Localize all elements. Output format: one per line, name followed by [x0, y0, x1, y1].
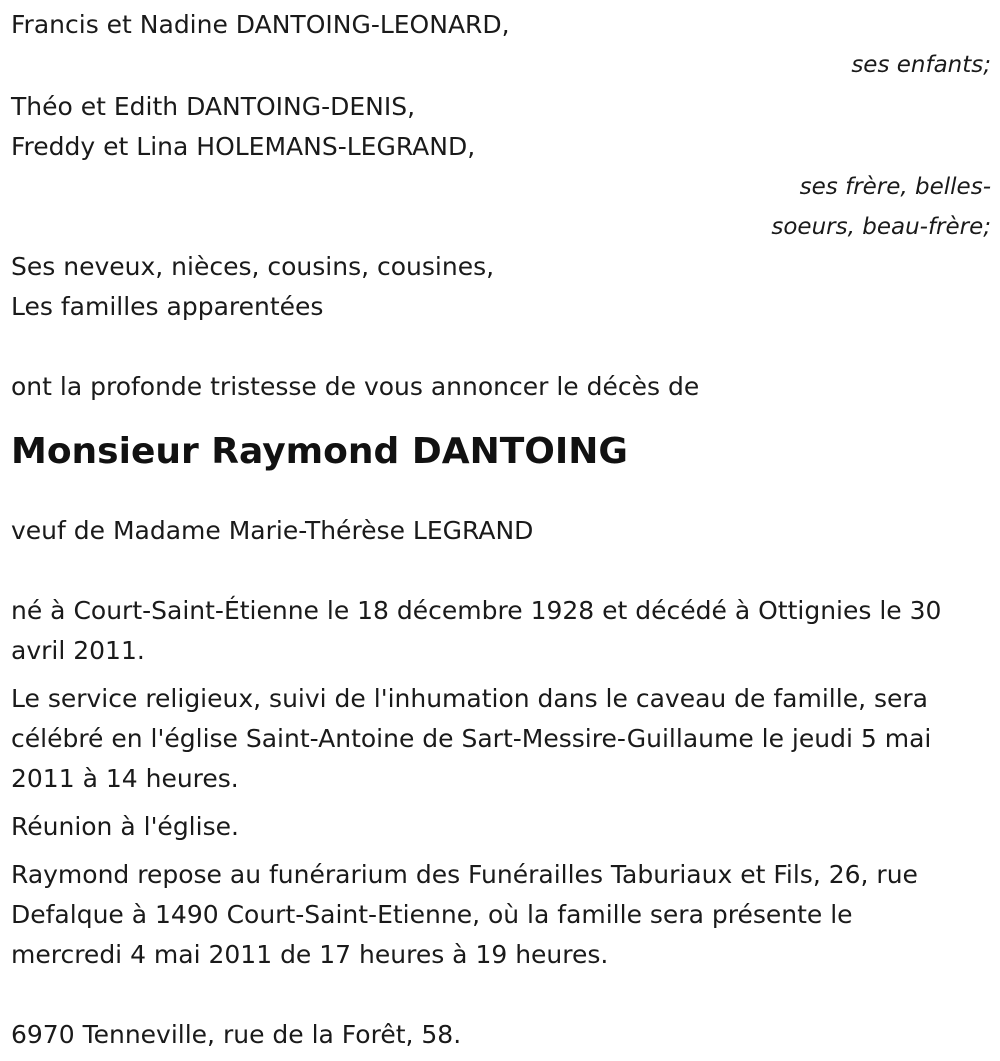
children-block — [11, 5, 991, 85]
other-relatives-block — [11, 247, 991, 327]
meeting-paragraph — [11, 807, 991, 847]
announcement-text: ont la profonde tristesse de vous annoncer le décès de — [11, 372, 700, 401]
address-paragraph — [11, 1015, 991, 1055]
siblings-block — [11, 87, 991, 247]
sibling-names-line: Théo et Edith DANTOING-DENIS, — [11, 92, 416, 121]
other-relatives-line: Les familles apparentées — [11, 292, 324, 321]
deceased-name: Monsieur Raymond DANTOING — [11, 431, 628, 472]
children-role-label: ses enfants; — [851, 52, 991, 78]
service-paragraph — [11, 679, 991, 799]
obituary-notice — [11, 5, 991, 1055]
paragraph-line: 2011 à 14 heures. — [11, 764, 239, 793]
paragraph-line: Defalque à 1490 Court-Saint-Etienne, où la famille sera présente le — [11, 900, 853, 929]
siblings-role-label: soeurs, beau-frère; — [771, 214, 991, 240]
paragraph-line: Raymond repose au funérarium des Funérailles Taburiaux et Fils, 26, rue — [11, 860, 918, 889]
funerarium-paragraph — [11, 855, 991, 975]
other-relatives-line: Ses neveux, nièces, cousins, cousines, — [11, 252, 495, 281]
sibling-names-line: Freddy et Lina HOLEMANS-LEGRAND, — [11, 132, 476, 161]
birth-death-paragraph — [11, 591, 991, 671]
paragraph-line: Réunion à l'église. — [11, 812, 239, 841]
paragraph-line: avril 2011. — [11, 636, 145, 665]
paragraph-line: né à Court-Saint-Étienne le 18 décembre 1928 et décédé à Ottignies le 30 — [11, 596, 942, 625]
paragraph-line: mercredi 4 mai 2011 de 17 heures à 19 heures. — [11, 940, 609, 969]
address-text: 6970 Tenneville, rue de la Forêt, 58. — [11, 1020, 462, 1049]
children-names-line: Francis et Nadine DANTOING-LEONARD, — [11, 10, 510, 39]
paragraph-line: Le service religieux, suivi de l'inhumation dans le caveau de famille, sera — [11, 684, 928, 713]
spouse-text: veuf de Madame Marie-Thérèse LEGRAND — [11, 516, 534, 545]
paragraph-line: célébré en l'église Saint-Antoine de Sart-Messire-Guillaume le jeudi 5 mai — [11, 724, 932, 753]
siblings-role-label: ses frère, belles- — [799, 174, 991, 200]
